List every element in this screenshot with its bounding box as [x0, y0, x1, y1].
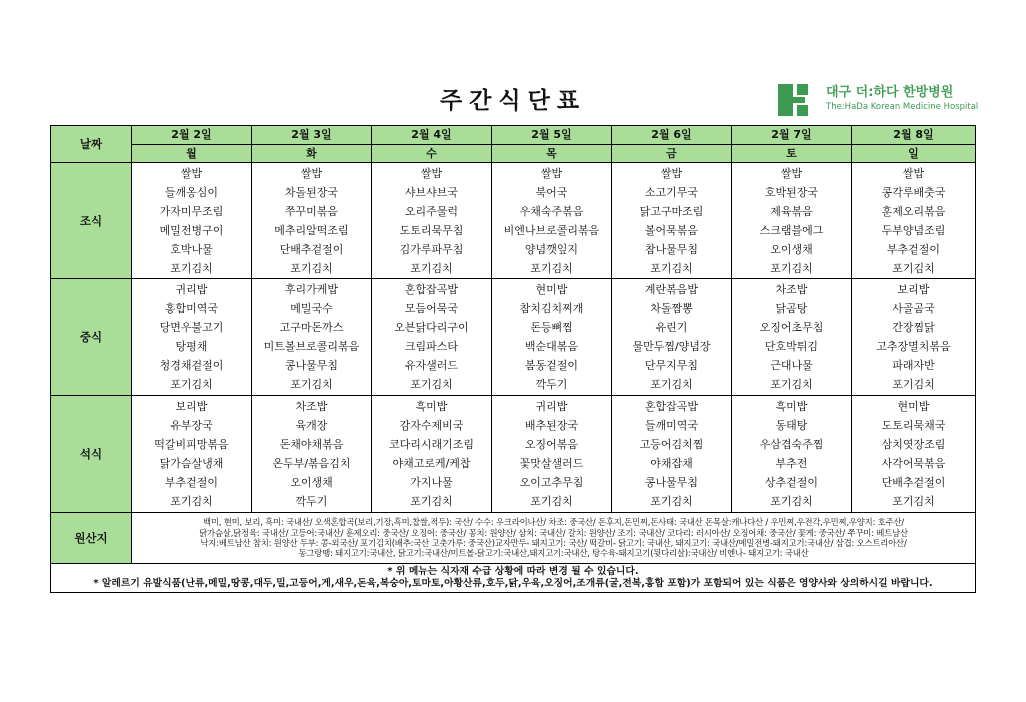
dish-item: 샤브샤브국 [404, 186, 459, 199]
dish-item: 포기김치 [892, 262, 935, 275]
dish-item: 보리밥 [897, 283, 930, 296]
dish-item: 유자샐러드 [404, 359, 459, 372]
menu-cell [252, 396, 372, 513]
dish-item: 들깨미역국 [644, 419, 699, 432]
dish-item: 두부양념조림 [881, 224, 946, 237]
dish-item: 포기김치 [650, 378, 693, 391]
dish-item: 사골곰국 [892, 302, 935, 315]
dish-item: 오징어볶음 [524, 438, 579, 451]
dish-item: 김가루파무침 [399, 243, 464, 256]
origin-line: 닭가슴살,닭정육: 국내산/ 고등어:국내산/ 훈제오리: 중국산/ 오징어: 중국산/ 꽁치: 원양산/ 삼치: 국내산/ 갈치: 원양산/ 조기: 국내산/ 코다리: 러시아산/ 오징어채: 중국산/ 꽃게: 중국산/ 쭈꾸미: 베트남산 [199, 527, 908, 538]
dish-item: 쌀밥 [420, 167, 443, 180]
dish-item: 백순대볶음 [524, 340, 579, 353]
dish-item: 차조밥 [775, 283, 808, 296]
dish-item: 계란볶음밥 [644, 283, 699, 296]
dish-item: 모듬어묵국 [404, 302, 459, 315]
dish-item: 육개장 [295, 419, 328, 432]
dish-item: 메밀전병구이 [159, 224, 224, 237]
dish-item: 포기김치 [290, 378, 333, 391]
dish-item: 포기김치 [290, 262, 333, 275]
dish-item: 물만두찜/양념장 [632, 340, 711, 353]
dish-item: 귀리밥 [535, 400, 568, 413]
dish-item: 깍두기 [535, 378, 568, 391]
dish-item: 쌀밥 [660, 167, 683, 180]
menu-cell [732, 163, 852, 279]
menu-cell [612, 279, 732, 396]
dish-item: 스크램블에그 [759, 224, 824, 237]
dish-item: 도토리묵무침 [399, 224, 464, 237]
dish-item: 오이생채 [770, 243, 813, 256]
dish-item: 봄동겉절이 [524, 359, 579, 372]
dish-item: 혼합잡곡밥 [644, 400, 699, 413]
page-title: 주간식단표 [439, 88, 587, 114]
dish-item: 오리주물럭 [404, 205, 459, 218]
dish-item: 흑미밥 [415, 400, 448, 413]
dish-item: 파래자반 [892, 359, 935, 372]
dish-item: 메밀국수 [290, 302, 333, 315]
menu-cell [132, 279, 252, 396]
meal-row [51, 279, 976, 396]
dish-item: 포기김치 [892, 495, 935, 508]
weekday-cell: 월 [132, 144, 252, 163]
dish-item: 삼치엿장조림 [881, 438, 946, 451]
date-cell: 2월 7일 [732, 126, 852, 145]
dish-item: 부추겉절이 [886, 243, 941, 256]
dish-item: 포기김치 [410, 495, 453, 508]
date-cell: 2월 4일 [372, 126, 492, 145]
dish-item: 야채고로케/케찹 [392, 457, 471, 470]
dish-item: 메추리알떡조림 [274, 224, 349, 237]
dish-item: 배추된장국 [524, 419, 579, 432]
dish-item: 단배추겉절이 [881, 476, 946, 489]
dish-item: 단배추겉절이 [279, 243, 344, 256]
dish-item: 포기김치 [410, 378, 453, 391]
dish-item: 유린기 [655, 321, 688, 334]
menu-cell [492, 279, 612, 396]
dish-item: 포기김치 [530, 262, 573, 275]
menu-cell [852, 396, 976, 513]
dish-item: 포기김치 [650, 262, 693, 275]
weekday-row [51, 144, 976, 163]
origin-line: 백미, 현미, 보리, 흑미: 국내산/ 오색혼합곡(보리,기장,흑미,찹쌀,적두): 국산/ 수수: 우크라이나산/ 차조: 중국산/ 돈후지,돈민찌,돈사태: 국내산 돈목살:캐나다산 / 우민찌,우전각,우민찌,우양지: 호주산/ [203, 517, 904, 528]
weekday-cell: 화 [252, 144, 372, 163]
hospital-name-en: The:HaDa Korean Medicine Hospital [826, 102, 979, 112]
date-label: 날짜 [51, 126, 132, 163]
menu-cell [612, 163, 732, 279]
weekday-cell: 토 [732, 144, 852, 163]
weekly-menu-table [50, 125, 976, 593]
menu-cell [372, 279, 492, 396]
dish-item: 포기김치 [770, 495, 813, 508]
menu-cell [252, 163, 372, 279]
dish-item: 고구마돈까스 [279, 321, 344, 334]
dish-item: 가자미무조림 [159, 205, 224, 218]
dish-item: 포기김치 [770, 262, 813, 275]
dish-item: 차돌짬뽕 [650, 302, 693, 315]
menu-cell [372, 163, 492, 279]
menu-cell [732, 396, 852, 513]
dish-item: 비엔나브로콜리볶음 [503, 224, 600, 237]
dish-item: 볼어묵볶음 [644, 224, 699, 237]
dish-item: 부추전 [775, 457, 808, 470]
menu-cell [372, 396, 492, 513]
dish-item: 깍두기 [295, 495, 328, 508]
dish-item: 쌀밥 [780, 167, 803, 180]
menu-cell [132, 163, 252, 279]
dish-item: 동태탕 [775, 419, 808, 432]
menu-cell [612, 396, 732, 513]
meal-label: 조식 [51, 163, 132, 279]
dish-item: 쌀밥 [180, 167, 203, 180]
dish-item: 닭곰탕 [775, 302, 808, 315]
dish-item: 후리가케밥 [284, 283, 339, 296]
dish-item: 귀리밥 [175, 283, 208, 296]
dish-item: 홍합미역국 [164, 302, 219, 315]
dish-item: 콩각루배춧국 [881, 186, 946, 199]
dish-item: 포기김치 [170, 378, 213, 391]
weekday-cell: 일 [852, 144, 976, 163]
menu-cell [132, 396, 252, 513]
weekday-cell: 금 [612, 144, 732, 163]
dish-item: 근대나물 [770, 359, 813, 372]
dish-item: 포기김치 [170, 495, 213, 508]
dish-item: 감자수제비국 [399, 419, 464, 432]
menu-cell [852, 163, 976, 279]
menu-cell [492, 396, 612, 513]
meal-label: 석식 [51, 396, 132, 513]
notes-cell [51, 564, 976, 593]
dish-item: 가지나물 [410, 476, 453, 489]
dish-item: 온두부/볶음김치 [272, 457, 351, 470]
date-cell: 2월 5일 [492, 126, 612, 145]
dish-item: 콩나물무침 [644, 476, 699, 489]
dish-item: 오이고추무침 [519, 476, 584, 489]
dish-item: 코다리시래기조림 [388, 438, 474, 451]
dish-item: 부추겉절이 [164, 476, 219, 489]
date-cell: 2월 8일 [852, 126, 976, 145]
dish-item: 북어국 [535, 186, 568, 199]
dish-item: 우삼겹숙주찜 [759, 438, 824, 451]
dish-item: 호박된장국 [764, 186, 819, 199]
dish-item: 들깨옹심이 [164, 186, 219, 199]
dish-item: 포기김치 [650, 495, 693, 508]
dish-item: 오이생채 [290, 476, 333, 489]
dish-item: 흑미밥 [775, 400, 808, 413]
menu-cell [252, 279, 372, 396]
dish-item: 고등어김치찜 [639, 438, 704, 451]
meal-row [51, 163, 976, 279]
menu-cell [492, 163, 612, 279]
dish-item: 크림파스타 [404, 340, 459, 353]
dish-item: 우채숙주볶음 [519, 205, 584, 218]
origin-line: 낙지:베트남산 참치: 원양산 두부: 콩-외국산/ 포기김치(배추:국산 고춧가루: 중국산)교자만두- 돼지고기: 국산/ 떡갈비- 닭고기: 국내산, 돼지고기: 국내산/메밀전병-돼지고기:국내산/ 삼겹: 오스트리아산/ [200, 538, 907, 548]
origin-label: 원산지 [51, 513, 132, 564]
menu-cell [852, 279, 976, 396]
hospital-name-ko: 대구 더:하다 한방병원 [826, 85, 954, 100]
dish-item: 오징어초무침 [759, 321, 824, 334]
weekday-cell: 목 [492, 144, 612, 163]
notes-row [51, 564, 976, 593]
dish-item: 당면우불고기 [159, 321, 224, 334]
dish-item: 포기김치 [770, 378, 813, 391]
date-cell: 2월 2일 [132, 126, 252, 145]
dish-item: 포기김치 [530, 495, 573, 508]
dish-item: 호박나물 [170, 243, 213, 256]
dish-item: 제육볶음 [770, 205, 813, 218]
dish-item: 콩나물무침 [284, 359, 339, 372]
dish-item: 떡갈비피망볶음 [154, 438, 229, 451]
dish-item: 미트볼브로콜리볶음 [263, 340, 360, 353]
origin-row [51, 513, 976, 564]
dish-item: 고추장멸치볶음 [876, 340, 951, 353]
notice-line: * 위 메뉴는 식자재 수급 상황에 따라 변경 될 수 있습니다. [387, 566, 639, 577]
dish-item: 돈등뼈찜 [530, 321, 573, 334]
dish-item: 포기김치 [410, 262, 453, 275]
origin-info [132, 513, 976, 564]
dish-item: 야채잡채 [650, 457, 693, 470]
dish-item: 돈채야채볶음 [279, 438, 344, 451]
dish-item: 양념깻잎지 [524, 243, 579, 256]
dish-item: 청경채겉절이 [159, 359, 224, 372]
dish-item: 탕평채 [175, 340, 208, 353]
dish-item: 포기김치 [170, 262, 213, 275]
dish-item: 현미밥 [897, 400, 930, 413]
dish-item: 쭈꾸미볶음 [284, 205, 339, 218]
meal-label: 중식 [51, 279, 132, 396]
menu-cell [732, 279, 852, 396]
origin-line: 동그랑땡: 돼지고기:국내산, 닭고기:국내산/미트볼-닭고기:국내산,돼지고기:국내산, 탕수육-돼지고기(뒷다리살):국내산/ 비엔나- 돼지고기: 국내산 [298, 548, 809, 559]
dish-item: 보리밥 [175, 400, 208, 413]
date-cell: 2월 3일 [252, 126, 372, 145]
date-row [51, 126, 976, 145]
dish-item: 유부장국 [170, 419, 213, 432]
hospital-cross-icon [778, 84, 818, 116]
dish-item: 훈제오리볶음 [881, 205, 946, 218]
dish-item: 오븐닭다리구이 [394, 321, 469, 334]
dish-item: 사각어묵볶음 [881, 457, 946, 470]
dish-item: 차조밥 [295, 400, 328, 413]
dish-item: 소고기무국 [644, 186, 699, 199]
dish-item: 꽃맛살샐러드 [519, 457, 584, 470]
dish-item: 혼합잡곡밥 [404, 283, 459, 296]
notice-line: * 알레르기 유발식품(난류,메밀,땅콩,대두,밀,고등어,게,새우,돈육,복숭아,토마토,아황산류,호두,닭,우육,오징어,조개류(굴,전복,홍합 포함)가 포함되어 있는 식품은 영양사와 상의하시길 바랍니다. [93, 578, 933, 589]
dish-item: 단무지무침 [644, 359, 699, 372]
dish-item: 쌀밥 [540, 167, 563, 180]
dish-item: 간장찜닭 [892, 321, 935, 334]
weekday-cell: 수 [372, 144, 492, 163]
dish-item: 참나물무침 [644, 243, 699, 256]
dish-item: 차돌된장국 [284, 186, 339, 199]
dish-item: 쌀밥 [300, 167, 323, 180]
dish-item: 현미밥 [535, 283, 568, 296]
dish-item: 참치김치찌개 [519, 302, 584, 315]
date-cell: 2월 6일 [612, 126, 732, 145]
dish-item: 포기김치 [892, 378, 935, 391]
dish-item: 쌀밥 [902, 167, 925, 180]
dish-item: 닭가슴살냉채 [159, 457, 224, 470]
dish-item: 도토리묵채국 [881, 419, 946, 432]
dish-item: 단호박튀김 [764, 340, 819, 353]
dish-item: 상추겉절이 [764, 476, 819, 489]
meal-row [51, 396, 976, 513]
dish-item: 닭고구마조림 [639, 205, 704, 218]
